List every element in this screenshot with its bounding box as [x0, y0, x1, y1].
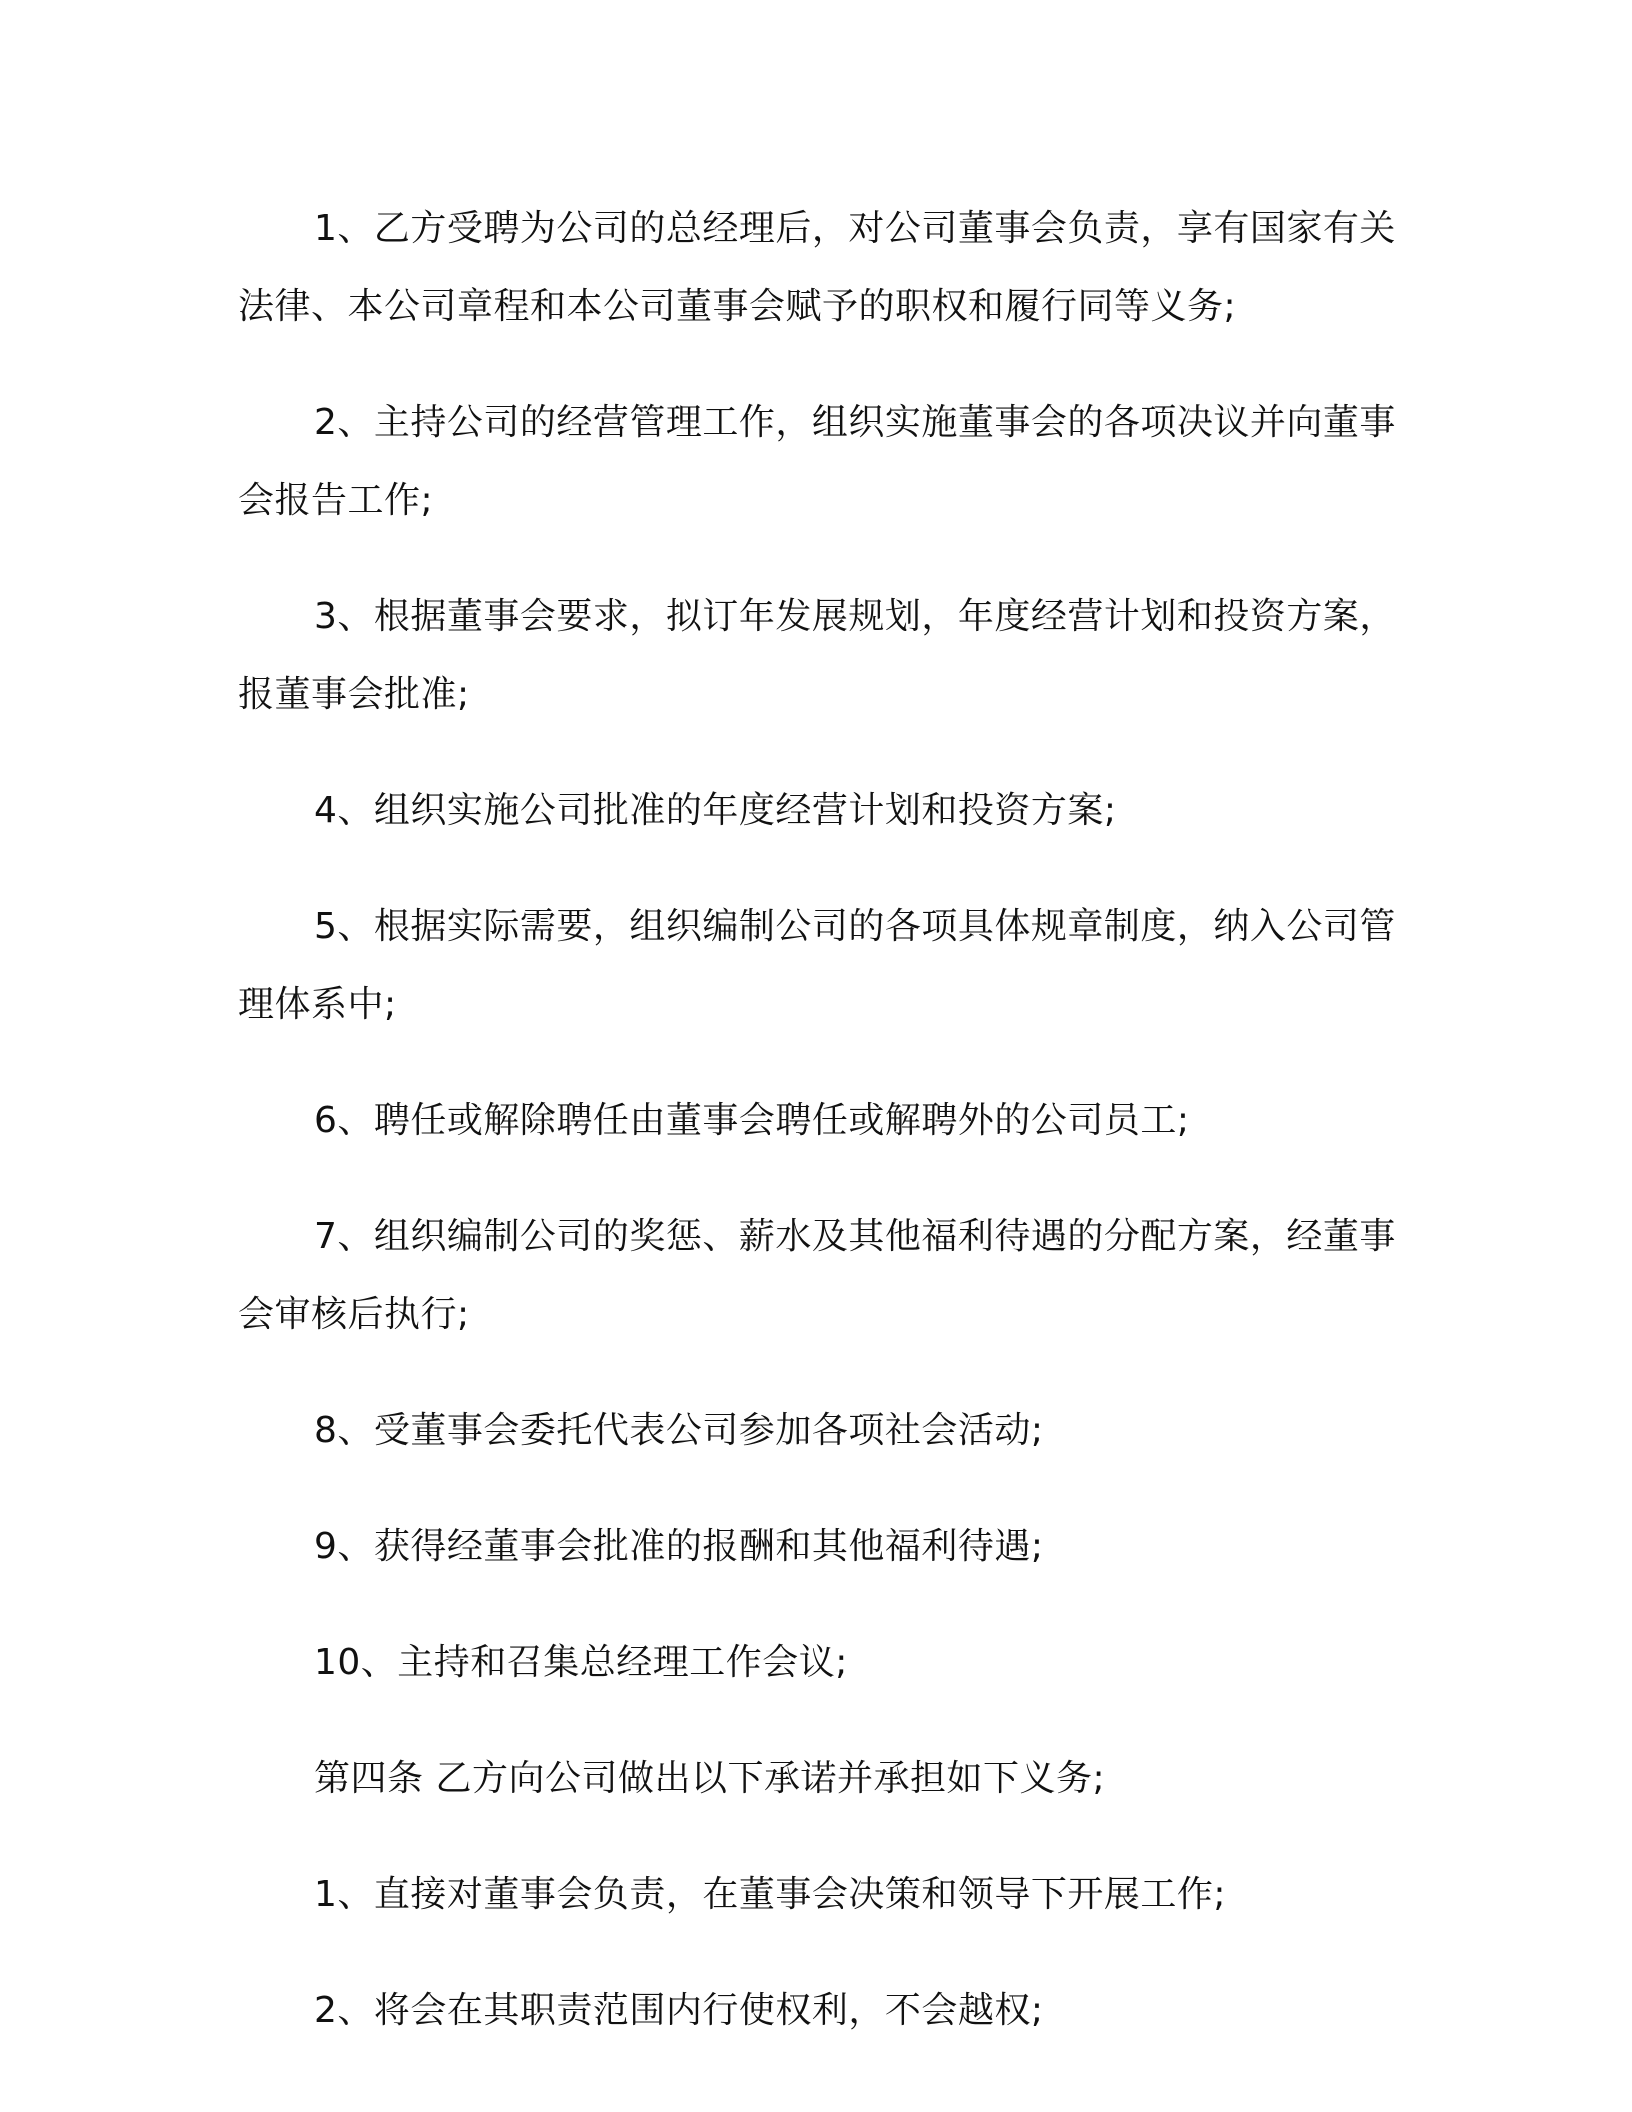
clause-paragraph: 5、根据实际需要，组织编制公司的各项具体规章制度，纳入公司管理体系中; [238, 906, 1396, 1025]
clause-paragraph: 4、组织实施公司批准的年度经营计划和投资方案; [314, 790, 1117, 831]
clause-paragraph: 2、将会在其职责范围内行使权利，不会越权; [314, 1990, 1044, 2031]
clause-paragraph: 1、直接对董事会负责，在董事会决策和领导下开展工作; [314, 1874, 1227, 1915]
clause-paragraph: 2、主持公司的经营管理工作，组织实施董事会的各项决议并向董事会报告工作; [238, 402, 1396, 521]
clause-paragraph: 8、受董事会委托代表公司参加各项社会活动; [314, 1410, 1044, 1451]
clause-paragraph: 1、乙方受聘为公司的总经理后，对公司董事会负责，享有国家有关法律、本公司章程和本公司董事会赋予的职权和履行同等义务; [238, 208, 1396, 327]
clause-paragraph: 10、主持和召集总经理工作会议; [314, 1642, 848, 1683]
clause-paragraph: 6、聘任或解除聘任由董事会聘任或解聘外的公司员工; [314, 1100, 1190, 1141]
clause-paragraph: 7、组织编制公司的奖惩、薪水及其他福利待遇的分配方案，经董事会审核后执行; [238, 1216, 1396, 1335]
document-body [238, 190, 1398, 2088]
clause-paragraph: 9、获得经董事会批准的报酬和其他福利待遇; [314, 1526, 1044, 1567]
clause-paragraph: 3、根据董事会要求，拟订年发展规划，年度经营计划和投资方案，报董事会批准; [238, 596, 1396, 715]
article-heading: 第四条 乙方向公司做出以下承诺并承担如下义务; [314, 1758, 1106, 1799]
